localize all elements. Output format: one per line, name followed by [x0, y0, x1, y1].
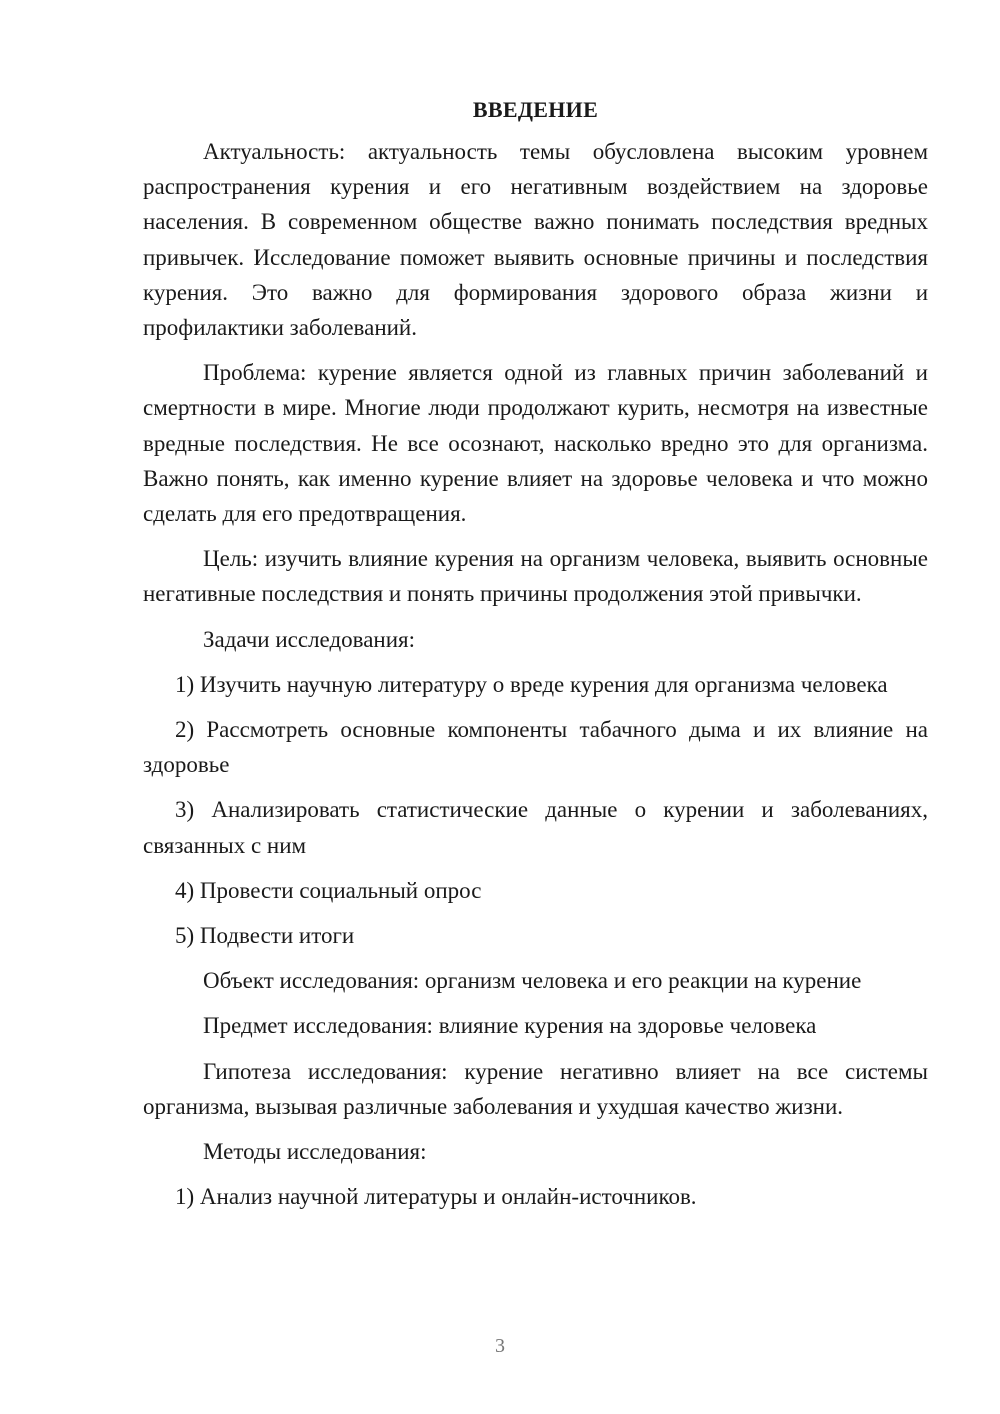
research-object: Объект исследования: организм человека и его реакции на курение — [203, 968, 862, 994]
goal-paragraph: Цель: изучить влияние курения на организм человека, выявить основные негативные последствия и понять причины продолжения этой привычки. — [143, 546, 928, 607]
task-item-4: 4) Провести социальный опрос — [175, 877, 482, 903]
research-hypothesis: Гипотеза исследования: курение негативно влияет на все системы организма, вызывая различные заболевания и ухудшая качество жизни. — [143, 1058, 928, 1119]
task-item-3: 3) Анализировать статистические данные о курении и заболеваниях, связанных с ним — [143, 797, 928, 858]
task-item-2: 2) Рассмотреть основные компоненты табачного дыма и их влияние на здоровье — [143, 717, 928, 778]
methods-heading: Методы исследования: — [203, 1139, 427, 1165]
research-subject: Предмет исследования: влияние курения на здоровье человека — [203, 1013, 817, 1039]
task-item-1: 1) Изучить научную литературу о вреде курения для организма человека — [175, 671, 888, 697]
task-item-5: 5) Подвести итоги — [175, 923, 355, 949]
section-title: ВВЕДЕНИЕ — [472, 97, 599, 122]
tasks-heading: Задачи исследования: — [203, 626, 416, 652]
problem-paragraph: Проблема: курение является одной из главных причин заболеваний и смертности в мире. Многие люди продолжают курить, несмотря на известные вредные последствия. Не все осознают, насколько вредно это для организма. Важно понять, как именно курение влияет на здоровье человека и что можно сделать для его предотвращения. — [143, 360, 928, 527]
page-content — [143, 92, 928, 1224]
method-item-1: 1) Анализ научной литературы и онлайн-источников. — [175, 1184, 697, 1210]
relevance-paragraph: Актуальность: актуальность темы обусловлена высоким уровнем распространения курения и его негативным воздействием на здоровье населения. В современном обществе важно понимать последствия вредных привычек. Исследование поможет выявить основные причины и последствия курения. Это важно для формирования здорового образа жизни и профилактики заболеваний. — [143, 139, 928, 341]
page-number: 3 — [495, 1335, 505, 1357]
